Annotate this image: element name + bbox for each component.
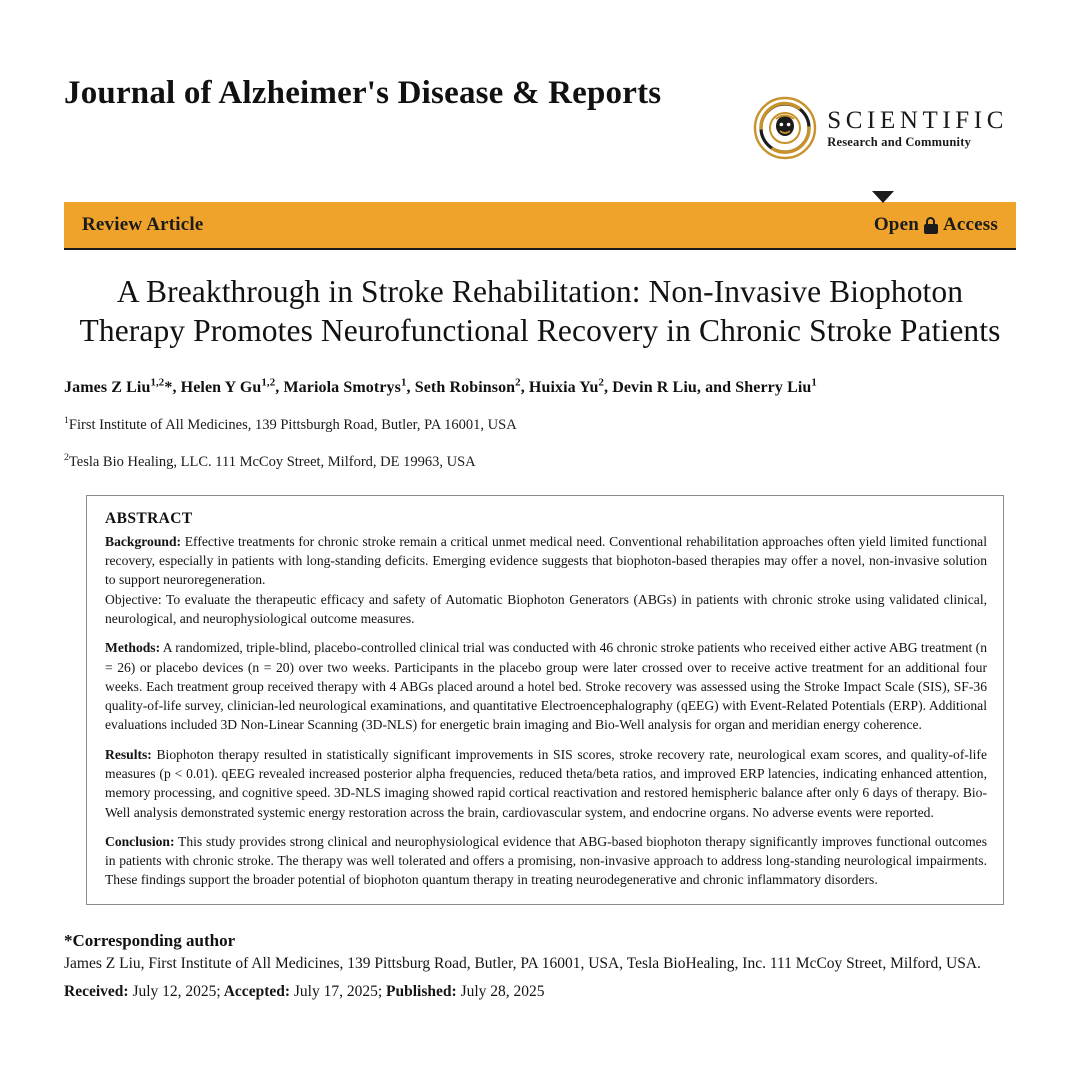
abstract-heading: ABSTRACT [105,509,193,527]
abstract-objective-text: To evaluate the therapeutic efficacy and safety of Automatic Biophoton Generators (ABGs) in patients with chronic stroke using validated clinical, neurological, and neurophysiological outcome measures. [105,591,987,626]
publisher-tagline: Research and Community [827,134,972,149]
abstract-conclusion-text: This study provides strong clinical and neurophysiological evidence that ABG-based biophoton therapy significantly improves functional outcomes in patients with chronic stroke. The therapy was well tolerated and offers a promising, non-invasive approach to address long-standing neurological impairments. These findings support the broader potential of biophoton quantum therapy in treating neurodegenerative and chronic inflammatory disorders. [105,833,987,888]
published-label: Published: [382,982,457,1000]
open-access-prefix: Open [873,214,919,235]
accepted-label: Accepted: [220,982,291,1000]
abstract-results [105,745,987,822]
bar-underline [64,248,1016,250]
abstract-background-text: Effective treatments for chronic stroke remain a critical unmet medical need. Conventional rehabilitation approaches often yield limited functional recovery, especially in patients with long-standing deficits. Emerging evidence suggests that biophoton-based therapies may offer a novel, non-invasive solution to support neuroregeneration. [105,533,987,588]
abstract-conclusion [105,832,987,890]
abstract-results-label: Results: [105,746,152,762]
article-type-bar [64,202,1016,248]
abstract-methods-label: Methods: [105,640,161,656]
author-list-text: James Z Liu$^{1,2}$*, Helen Y Gu$^{1,2}$, Mariola Smotrys$^1$, Seth Robinson$^2$, Huixia Yu$^2$, Devin R Liu, and Sherry Liu$^1$ [64,376,817,397]
corresponding-author-text: James Z Liu, First Institute of All Medicines, 139 Pittsburg Road, Butler, PA 16001, USA, Tesla BioHealing, Inc. 111 McCoy Street, Milford, USA. [64,954,981,972]
abstract-methods-text: A randomized, triple-blind, placebo-controlled clinical trial was conducted with 46 chronic stroke patients who received either active ABG treatment (n = 26) or placebo devices (n = 20) over two weeks. Participants in the placebo group were later crossed over to receive active treatment for an additional four weeks. Each treatment group received therapy with 4 ABGs placed around a hotel bed. Stroke recovery was assessed using the Stroke Impact Scale (SIS), SF-36 quality-of-life survey, clinician-led neurological examinations, and quantitative Electroencephalography (qEEG) with Event-Related Potentials (ERP). Additional evaluations included 3D Non-Linear Scanning (3D-NLS) for energetic brain imaging and Bio-Well analysis for organ and meridian energy coherence. [105,640,987,733]
received-label: Received: [64,982,129,1000]
corresponding-author-heading: *Corresponding author [64,930,236,950]
abstract-background [105,532,987,590]
abstract-background-label: Background: [105,533,182,549]
abstract-results-text: Biophoton therapy resulted in statistically significant improvements in SIS scores, stroke recovery rate, neurological exam scores, and quality-of-life measures (p < 0.01). qEEG revealed increased posterior alpha frequencies, reduced theta/beta ratios, and improved ERP latencies, indicating enhanced attention, memory processing, and cognitive speed. 3D-NLS imaging showed rapid cortical reactivation and restored hemispheric balance after only 6 days of therapy. Bio-Well analysis demonstrated systemic energy restoration across the brain, cardiovascular system, and endocrine organs. No adverse events were reported. [105,746,987,820]
published-date: July 28, 2025 [456,982,545,1000]
received-date: July 12, 2025; [128,982,221,1000]
open-lock-icon [924,217,938,234]
open-access-suffix: Access [942,214,998,235]
article-type-label: Review Article [82,214,204,235]
abstract-methods [105,638,987,734]
abstract-box [86,495,1004,905]
author-list [64,377,1016,397]
caret-down-icon [872,191,894,203]
affiliation-1: $^1$First Institute of All Medicines, 139 Pittsburgh Road, Butler, PA 16001, USA [64,415,517,433]
publisher-logo-text [827,108,1008,149]
affiliation-2: $^2$Tesla Bio Healing, LLC. 111 McCoy Street, Milford, DE 19963, USA [64,451,476,470]
abstract-objective [105,590,987,629]
publisher-logo [753,96,1008,160]
open-access-label [874,214,998,236]
masthead [64,72,1016,160]
publisher-name: SCIENTIFIC [827,106,1008,134]
publication-dates [64,983,1016,1001]
scientific-logo-icon [753,96,817,160]
abstract-conclusion-label: Conclusion: [105,833,175,849]
abstract-objective-label: Objective: [105,591,162,607]
accepted-date: July 17, 2025; [290,982,383,1000]
article-title: A Breakthrough in Stroke Rehabilitation: Non-Invasive Biophoton Therapy Promotes Neurofunctional Recovery in Chronic Stroke Patients [79,274,1001,349]
journal-title: Journal of Alzheimer's Disease & Reports [64,75,662,111]
